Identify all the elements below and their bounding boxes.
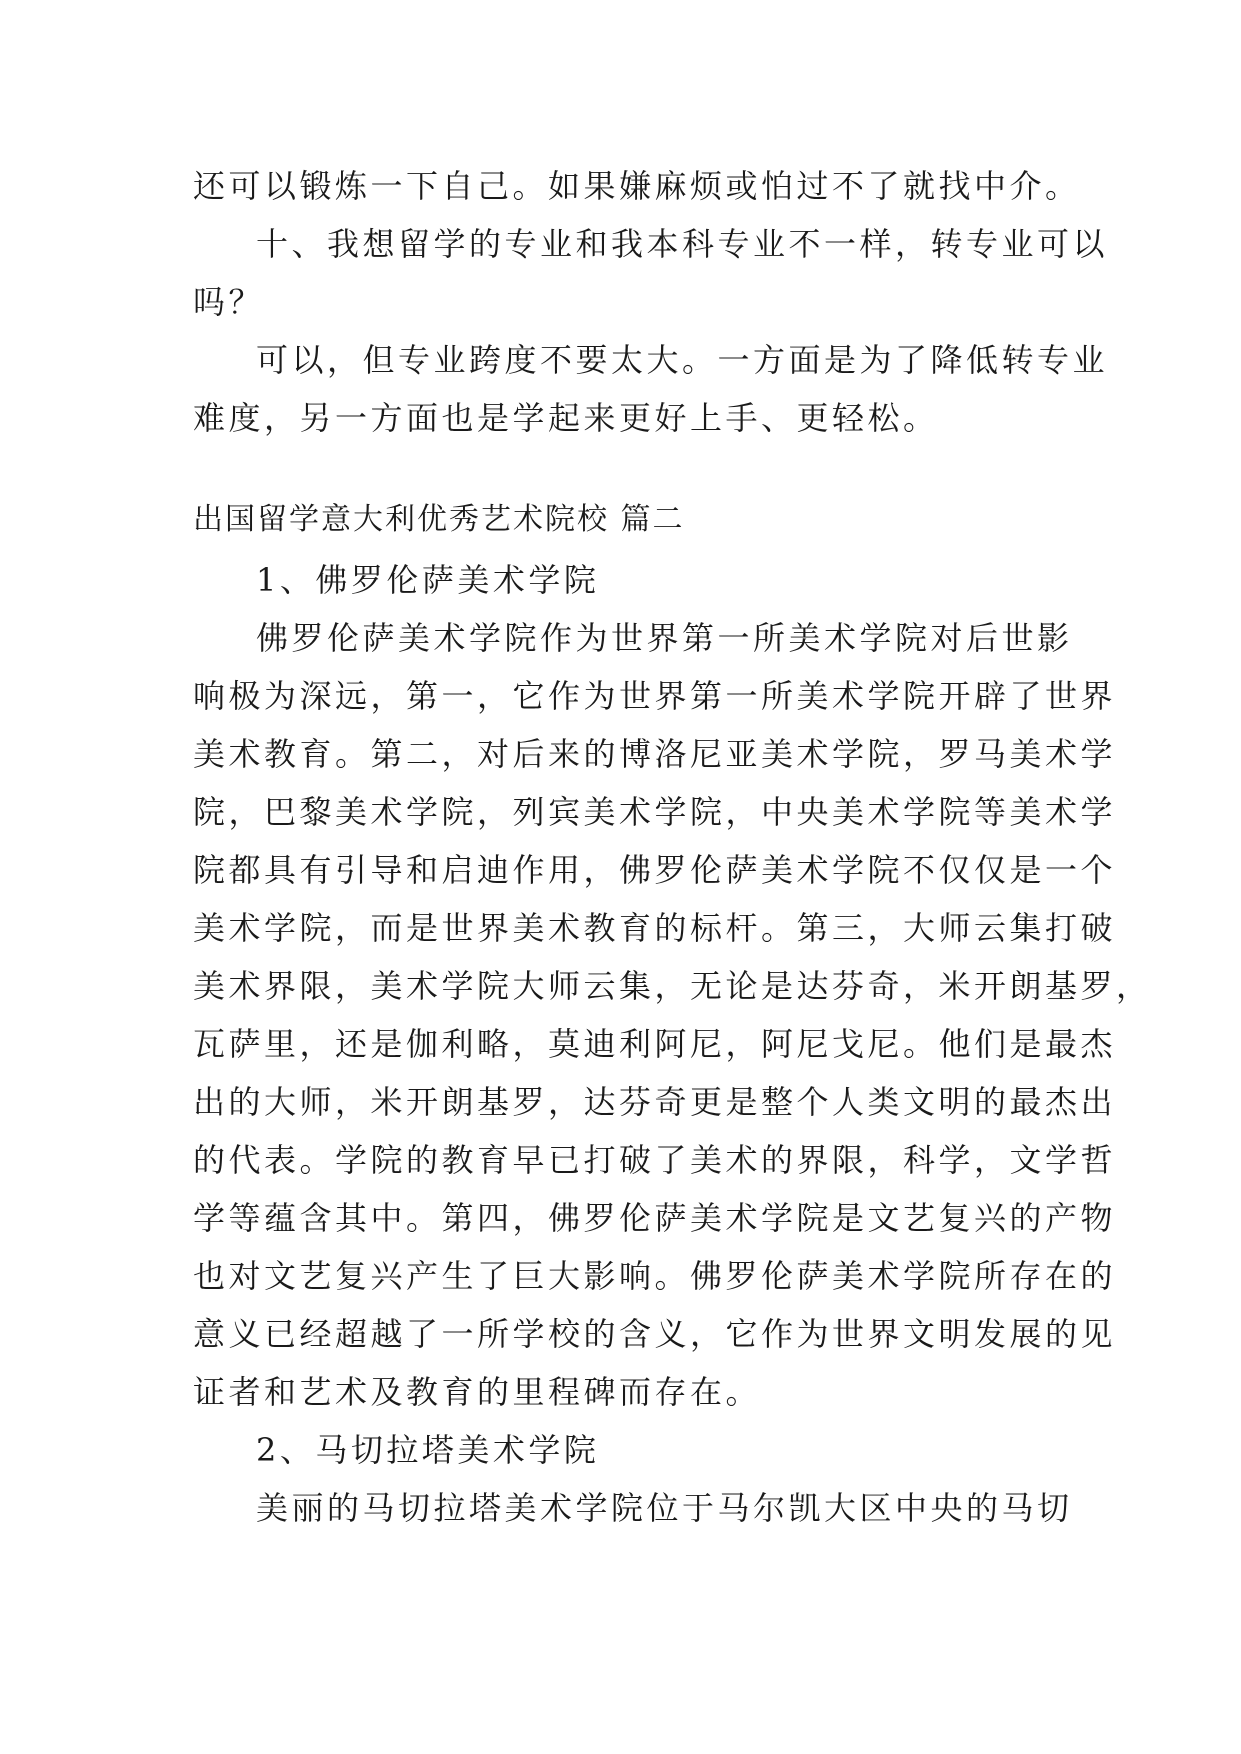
item-2-line-1: 美丽的马切拉塔美术学院位于马尔凯大区中央的马切 bbox=[256, 1489, 1073, 1527]
item-1-title: 1、佛罗伦萨美术学院 bbox=[256, 561, 600, 599]
question-ten-line-1: 十、我想留学的专业和我本科专业不一样，转专业可以 bbox=[256, 225, 1109, 263]
question-ten-line-2: 吗？ bbox=[193, 283, 265, 321]
item-1-line-6: 美术学院，而是世界美术教育的标杆。第三，大师云集打破 bbox=[193, 909, 1117, 947]
item-1-line-14: 证者和艺术及教育的里程碑而存在。 bbox=[193, 1373, 762, 1411]
paragraph-line-1: 还可以锻炼一下自己。如果嫌麻烦或怕过不了就找中介。 bbox=[193, 167, 1081, 205]
item-1-line-8: 瓦萨里，还是伽利略，莫迪利阿尼，阿尼戈尼。他们是最杰 bbox=[193, 1025, 1117, 1063]
item-1-line-2: 响极为深远，第一，它作为世界第一所美术学院开辟了世界 bbox=[193, 677, 1117, 715]
item-1-line-5: 院都具有引导和启迪作用，佛罗伦萨美术学院不仅仅是一个 bbox=[193, 851, 1117, 889]
item-1-line-10: 的代表。学院的教育早已打破了美术的界限，科学，文学哲 bbox=[193, 1141, 1117, 1179]
item-2-title: 2、马切拉塔美术学院 bbox=[256, 1431, 600, 1469]
item-1-line-9: 出的大师，米开朗基罗，达芬奇更是整个人类文明的最杰出 bbox=[193, 1083, 1117, 1121]
item-1-line-11: 学等蕴含其中。第四，佛罗伦萨美术学院是文艺复兴的产物 bbox=[193, 1199, 1117, 1237]
answer-ten-line-2: 难度，另一方面也是学起来更好上手、更轻松。 bbox=[193, 399, 939, 437]
section-heading: 出国留学意大利优秀艺术院校 篇二 bbox=[193, 502, 685, 537]
item-1-line-12: 也对文艺复兴产生了巨大影响。佛罗伦萨美术学院所存在的 bbox=[193, 1257, 1117, 1295]
answer-ten-line-1: 可以，但专业跨度不要太大。一方面是为了降低转专业 bbox=[256, 341, 1109, 379]
item-1-line-4: 院，巴黎美术学院，列宾美术学院，中央美术学院等美术学 bbox=[193, 793, 1117, 831]
item-1-line-1: 佛罗伦萨美术学院作为世界第一所美术学院对后世影 bbox=[256, 619, 1073, 657]
item-1-line-13: 意义已经超越了一所学校的含义，它作为世界文明发展的见 bbox=[193, 1315, 1117, 1353]
item-1-line-7: 美术界限，美术学院大师云集，无论是达芬奇，米开朗基罗， bbox=[193, 967, 1152, 1005]
item-1-line-3: 美术教育。第二，对后来的博洛尼亚美术学院，罗马美术学 bbox=[193, 735, 1117, 773]
